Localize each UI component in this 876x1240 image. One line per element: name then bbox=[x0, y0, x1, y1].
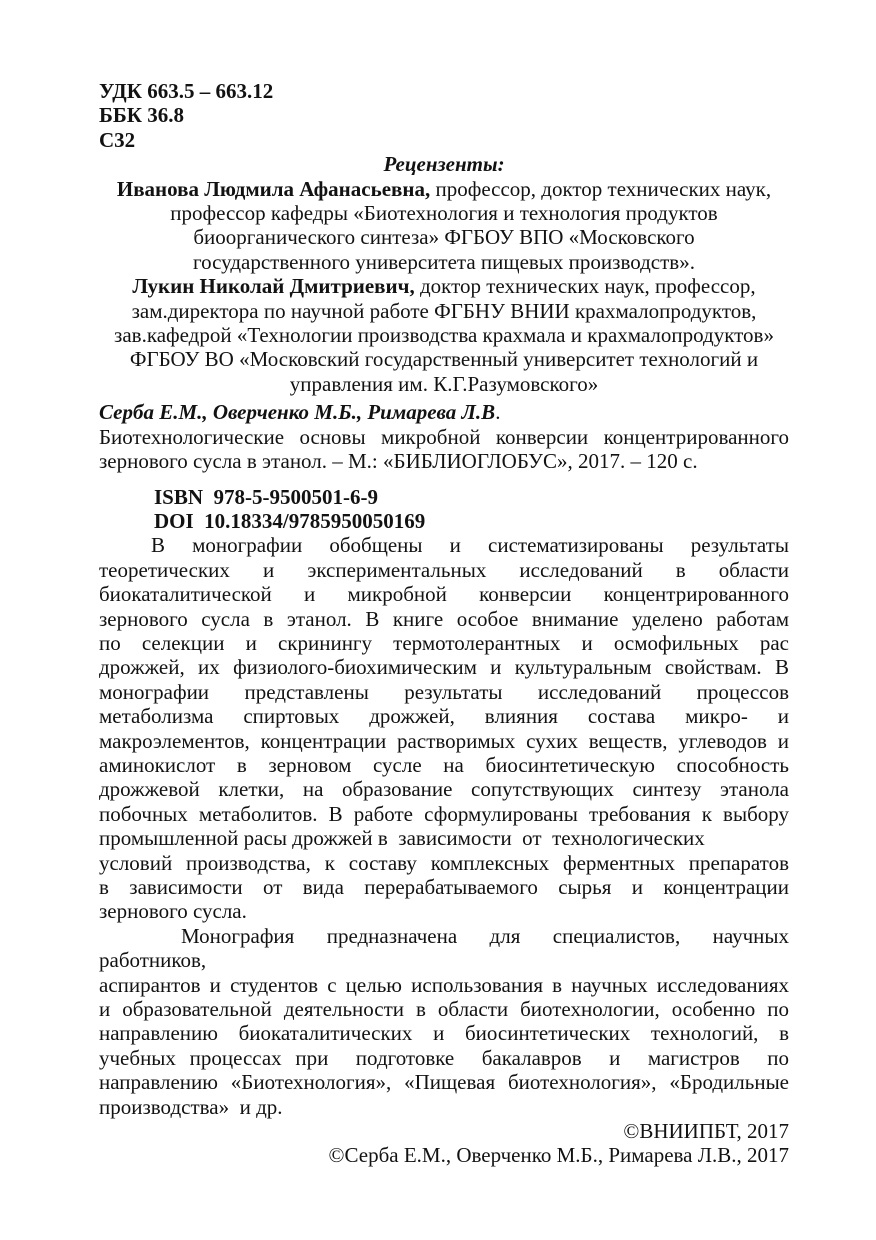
reviewer-line: управления им. К.Г.Разумовского» bbox=[289, 371, 599, 396]
reviewers-section bbox=[99, 152, 789, 396]
annotation-line: монографии представлены результаты исследований процессов bbox=[99, 679, 789, 704]
annotation-line: теоретических и экспериментальных исследований в области bbox=[99, 557, 789, 582]
reviewer-line: зав.кафедрой «Технологии производства крахмала и крахмалопродуктов» bbox=[114, 323, 774, 348]
copyright-line: ©ВНИИПБТ, 2017 bbox=[623, 1119, 789, 1144]
annotation-line: метаболизма спиртовых дрожжей, влияния состава микро- и bbox=[99, 704, 789, 729]
annotation-line: по селекции и скринингу термотолерантных и осмофильных рас bbox=[99, 630, 789, 655]
reviewer-line: ФГБОУ ВО «Московский государственный университет технологий и bbox=[129, 347, 759, 372]
isbn-line: ISBN 978-5-9500501-6-9 bbox=[154, 484, 378, 509]
reviewer-line: Иванова Людмила Афанасьевна, профессор, доктор технических наук, bbox=[116, 176, 772, 201]
annotation-line: макроэлементов, концентрации растворимых сухих веществ, углеводов и bbox=[99, 728, 789, 753]
udk-code: УДК 663.5 – 663.12 bbox=[99, 79, 274, 103]
annotation-line: производства» и др. bbox=[99, 1094, 283, 1119]
annotation-line: Монография предназначена для специалистов, научных работников, bbox=[99, 923, 795, 973]
citation-section bbox=[99, 400, 789, 473]
annotation-line: направлению биокаталитических и биосинтетических технологий, в bbox=[99, 1021, 789, 1046]
annotation-line: зернового сусла в этанол. В книге особое внимание уделено работам bbox=[99, 606, 789, 631]
bbk-code: ББК 36.8 bbox=[99, 103, 184, 128]
annotation-line: направлению «Биотехнология», «Пищевая биотехнология», «Бродильные bbox=[99, 1070, 789, 1095]
annotation-line: зернового сусла. bbox=[99, 899, 247, 924]
annotation-line: дрожжей, их физиолого-биохимическим и культуральным свойствам. В bbox=[99, 655, 789, 680]
reviewer-line: зам.директора по научной работе ФГБНУ ВНИИ крахмалопродуктов, bbox=[131, 298, 757, 323]
annotation-line: аминокислот в зерновом сусле на биосинтетическую способность bbox=[99, 752, 789, 777]
annotation-line: промышленной расы дрожжей в зависимости от технологических bbox=[99, 826, 705, 851]
reviewer-line: Лукин Николай Дмитриевич, доктор технических наук, профессор, bbox=[132, 274, 756, 299]
copyright-line: ©Серба Е.М., Оверченко М.Б., Римарева Л.В., 2017 bbox=[328, 1143, 789, 1168]
annotation-line: побочных метаболитов. В работе сформулированы требования к выбору bbox=[99, 801, 789, 826]
annotation-line: дрожжевой клетки, на образование сопутствующих синтезу этанола bbox=[99, 777, 789, 802]
citation-title-lines bbox=[99, 425, 789, 474]
doi-line: DOI 10.18334/9785950050169 bbox=[154, 508, 426, 533]
author-sign-code: С32 bbox=[99, 127, 136, 152]
citation-authors-names: Серба Е.М., Оверченко М.Б., Римарева Л.В bbox=[99, 400, 496, 425]
citation-line: Биотехнологические основы микробной конверсии концентрированного bbox=[99, 424, 789, 449]
annotation-paragraph-1 bbox=[99, 533, 789, 924]
annotation-line: В монографии обобщены и систематизированы результаты bbox=[151, 533, 789, 558]
annotation-line: условий производства, к составу комплексных ферментных препаратов bbox=[99, 850, 789, 875]
citation-authors-suffix: . bbox=[495, 400, 501, 425]
reviewer-line: государственного университета пищевых производств». bbox=[193, 249, 695, 274]
citation-line: зернового сусла в этанол. – М.: «БИБЛИОГЛОБУС», 2017. – 120 с. bbox=[99, 449, 698, 474]
reviewers-lines bbox=[99, 177, 789, 397]
reviewer-line: профессор кафедры «Биотехнология и технология продуктов bbox=[170, 201, 718, 226]
citation-authors bbox=[99, 400, 789, 424]
annotation-line: биокаталитической и микробной конверсии концентрированного bbox=[99, 582, 789, 607]
annotation-line: в зависимости от вида перерабатываемого сырья и концентрации bbox=[99, 875, 789, 899]
annotation-line: аспирантов и студентов с целью использования в научных исследованиях bbox=[99, 972, 789, 997]
copyright-section bbox=[99, 1119, 789, 1168]
annotation-line: и образовательной деятельности в области биотехнологии, особенно по bbox=[99, 997, 789, 1022]
reviewer-line: биоорганического синтеза» ФГБОУ ВПО «Московского bbox=[193, 225, 695, 250]
annotation-line: учебных процессах при подготовке бакалавров и магистров по bbox=[99, 1045, 789, 1070]
classification-codes bbox=[99, 79, 789, 152]
identifiers-section bbox=[154, 485, 789, 534]
annotation-paragraph-2 bbox=[99, 923, 795, 1119]
reviewers-heading: Рецензенты: bbox=[383, 152, 505, 177]
